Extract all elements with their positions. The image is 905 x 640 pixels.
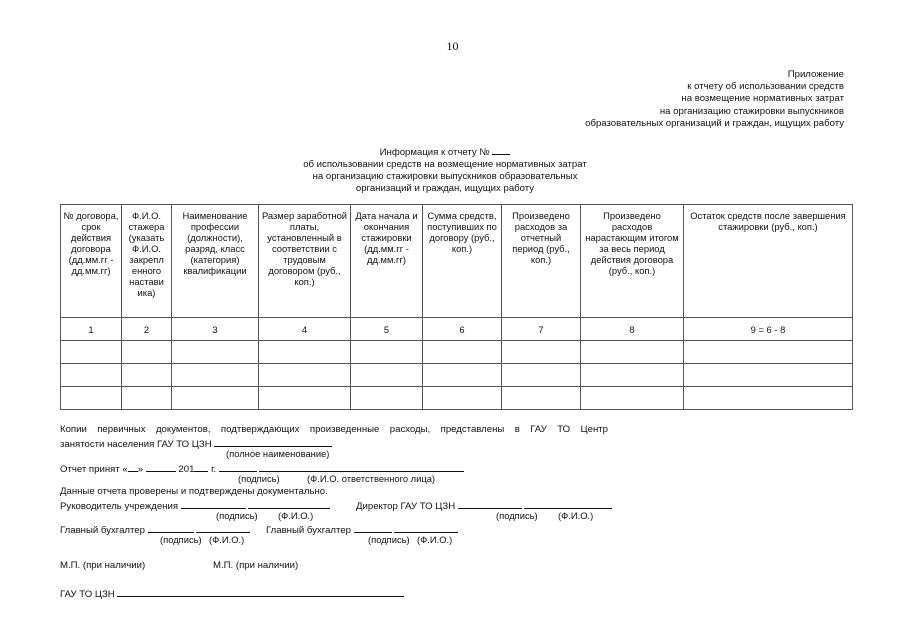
- table-cell[interactable]: [122, 364, 172, 387]
- column-header: № договора, срок действия договора (дд.мм.гг - дд.мм.гг): [61, 205, 122, 318]
- info-title-line: Информация к отчету №: [379, 147, 490, 158]
- org-name-blank[interactable]: [214, 436, 332, 447]
- table-cell[interactable]: [259, 387, 351, 410]
- info-title-line: об использовании средств на возмещение нормативных затрат: [303, 159, 587, 170]
- table-cell[interactable]: [351, 364, 423, 387]
- gau-blank[interactable]: [117, 586, 404, 597]
- table-cell[interactable]: [684, 364, 853, 387]
- table-cell[interactable]: [351, 341, 423, 364]
- table-cell[interactable]: [172, 341, 259, 364]
- table-cell[interactable]: [61, 364, 122, 387]
- responsible-fio-caption: (Ф.И.О. ответственного лица): [307, 473, 436, 484]
- table-header-row: [61, 205, 853, 318]
- info-title-line: организаций и граждан, ищущих работу: [355, 183, 535, 194]
- info-title: [280, 144, 610, 195]
- report-accepted-label: Отчет принят «: [60, 464, 128, 475]
- chief-accountant-fio-blank[interactable]: [394, 522, 458, 533]
- table-cell[interactable]: [61, 387, 122, 410]
- chief-accountant-fio-blank[interactable]: [196, 522, 250, 533]
- head-signature-caption: (подпись): [216, 510, 258, 521]
- table-cell[interactable]: [122, 387, 172, 410]
- gau-signature-line: [60, 586, 404, 601]
- column-number: 1: [61, 318, 122, 341]
- copies-org-label: занятости населения ГАУ ТО ЦЗН: [60, 439, 212, 450]
- column-number: 6: [423, 318, 502, 341]
- appendix-caption: [585, 69, 844, 130]
- table-cell[interactable]: [351, 387, 423, 410]
- table-cell[interactable]: [259, 364, 351, 387]
- chief-accountant-signature-caption: (подпись): [368, 534, 410, 545]
- table-cell[interactable]: [502, 387, 581, 410]
- info-title-line: на организацию стажировки выпускников образовательных: [312, 171, 578, 182]
- director-fio-caption: (Ф.И.О.): [558, 510, 594, 521]
- chief-accountant-fio-caption: (Ф.И.О.): [209, 534, 245, 545]
- table-cell[interactable]: [172, 364, 259, 387]
- table-cell[interactable]: [581, 341, 684, 364]
- table-row: [61, 364, 853, 387]
- director-signature-caption: (подпись): [496, 510, 538, 521]
- column-number: 9 = 6 - 8: [684, 318, 853, 341]
- full-name-caption: (полное наименование): [226, 448, 330, 459]
- column-number: 7: [502, 318, 581, 341]
- table-cell[interactable]: [502, 364, 581, 387]
- appendix-line: Приложение: [787, 69, 844, 80]
- chief-accountant-fio-caption: (Ф.И.О.): [417, 534, 453, 545]
- director-signature-blank[interactable]: [458, 498, 522, 509]
- stamp-place-left: М.П. (при наличии): [60, 560, 146, 571]
- responsible-fio-blank[interactable]: [259, 461, 464, 472]
- verified-statement: Данные отчета проверены и подтверждены документально.: [60, 486, 328, 497]
- copies-statement: Копии первичных документов, подтверждающих произведенные расходы, представлены в ГАУ ТО Центр: [60, 424, 608, 435]
- column-header: Ф.И.О. стажера (указать Ф.И.О. закрепл енного настави ика): [122, 205, 172, 318]
- day-blank[interactable]: [128, 461, 138, 472]
- year-suffix: г.: [211, 464, 217, 475]
- table-row: [61, 387, 853, 410]
- column-number: 2: [122, 318, 172, 341]
- table-cell[interactable]: [172, 387, 259, 410]
- table-cell[interactable]: [423, 341, 502, 364]
- chief-accountant-signature-blank[interactable]: [148, 522, 194, 533]
- table-row: [61, 341, 853, 364]
- table-cell[interactable]: [684, 341, 853, 364]
- column-header: Дата начала и окончания стажировки (дд.мм.гг - дд.мм.гг): [351, 205, 423, 318]
- director-label: Директор ГАУ ТО ЦЗН: [356, 501, 456, 512]
- quote-mark: »: [137, 464, 144, 475]
- column-number: 5: [351, 318, 423, 341]
- column-header: Сумма средств, поступивших по договору (руб., коп.): [423, 205, 502, 318]
- appendix-line: на организацию стажировки выпускников: [659, 105, 844, 117]
- chief-accountant-label: Главный бухгалтер: [266, 525, 351, 536]
- stamp-place-right: М.П. (при наличии): [213, 560, 299, 571]
- table-cell[interactable]: [61, 341, 122, 364]
- column-header: Произведено расходов нарастающим итогом за весь период действия договора (руб., коп.): [581, 205, 684, 318]
- table-cell[interactable]: [684, 387, 853, 410]
- gau-label: ГАУ ТО ЦЗН: [60, 589, 115, 600]
- head-fio-blank[interactable]: [248, 498, 330, 509]
- column-header: Наименование профессии (должности), разряд, класс (категория) квалификации: [172, 205, 259, 318]
- table-cell[interactable]: [259, 341, 351, 364]
- head-signature-blank[interactable]: [181, 498, 246, 509]
- table-cell[interactable]: [122, 341, 172, 364]
- page-number: 10: [446, 39, 459, 53]
- chief-accountant-signature-caption: (подпись): [160, 534, 202, 545]
- column-number-row: [61, 318, 853, 341]
- column-header: Произведено расходов за отчетный период (руб., коп.): [502, 205, 581, 318]
- year-blank[interactable]: [194, 461, 208, 472]
- appendix-line: на возмещение нормативных затрат: [681, 93, 844, 105]
- column-number: 8: [581, 318, 684, 341]
- director-fio-blank[interactable]: [524, 498, 612, 509]
- table-cell[interactable]: [423, 364, 502, 387]
- column-header: Остаток средств после завершения стажировки (руб., коп.): [684, 205, 853, 318]
- chief-accountant-signature-blank[interactable]: [354, 522, 392, 533]
- report-table: [60, 204, 853, 410]
- appendix-line: образовательных организаций и граждан, ищущих работу: [585, 117, 844, 129]
- appendix-line: к отчету об использовании средств: [687, 81, 844, 93]
- column-number: 3: [172, 318, 259, 341]
- table-cell[interactable]: [581, 387, 684, 410]
- table-cell[interactable]: [423, 387, 502, 410]
- column-header: Размер заработной платы, установленный в соответствии с трудовым договором (руб., коп.): [259, 205, 351, 318]
- signature-blank[interactable]: [219, 461, 257, 472]
- column-number: 4: [259, 318, 351, 341]
- table-cell[interactable]: [581, 364, 684, 387]
- head-label: Руководитель учреждения: [60, 501, 179, 512]
- year-prefix: 201: [178, 464, 195, 475]
- chief-accountant-label: Главный бухгалтер: [60, 525, 145, 536]
- report-number-blank: [492, 144, 510, 155]
- signature-caption: (подпись): [238, 473, 280, 484]
- table-cell[interactable]: [502, 341, 581, 364]
- month-blank[interactable]: [146, 461, 176, 472]
- head-fio-caption: (Ф.И.О.): [278, 510, 314, 521]
